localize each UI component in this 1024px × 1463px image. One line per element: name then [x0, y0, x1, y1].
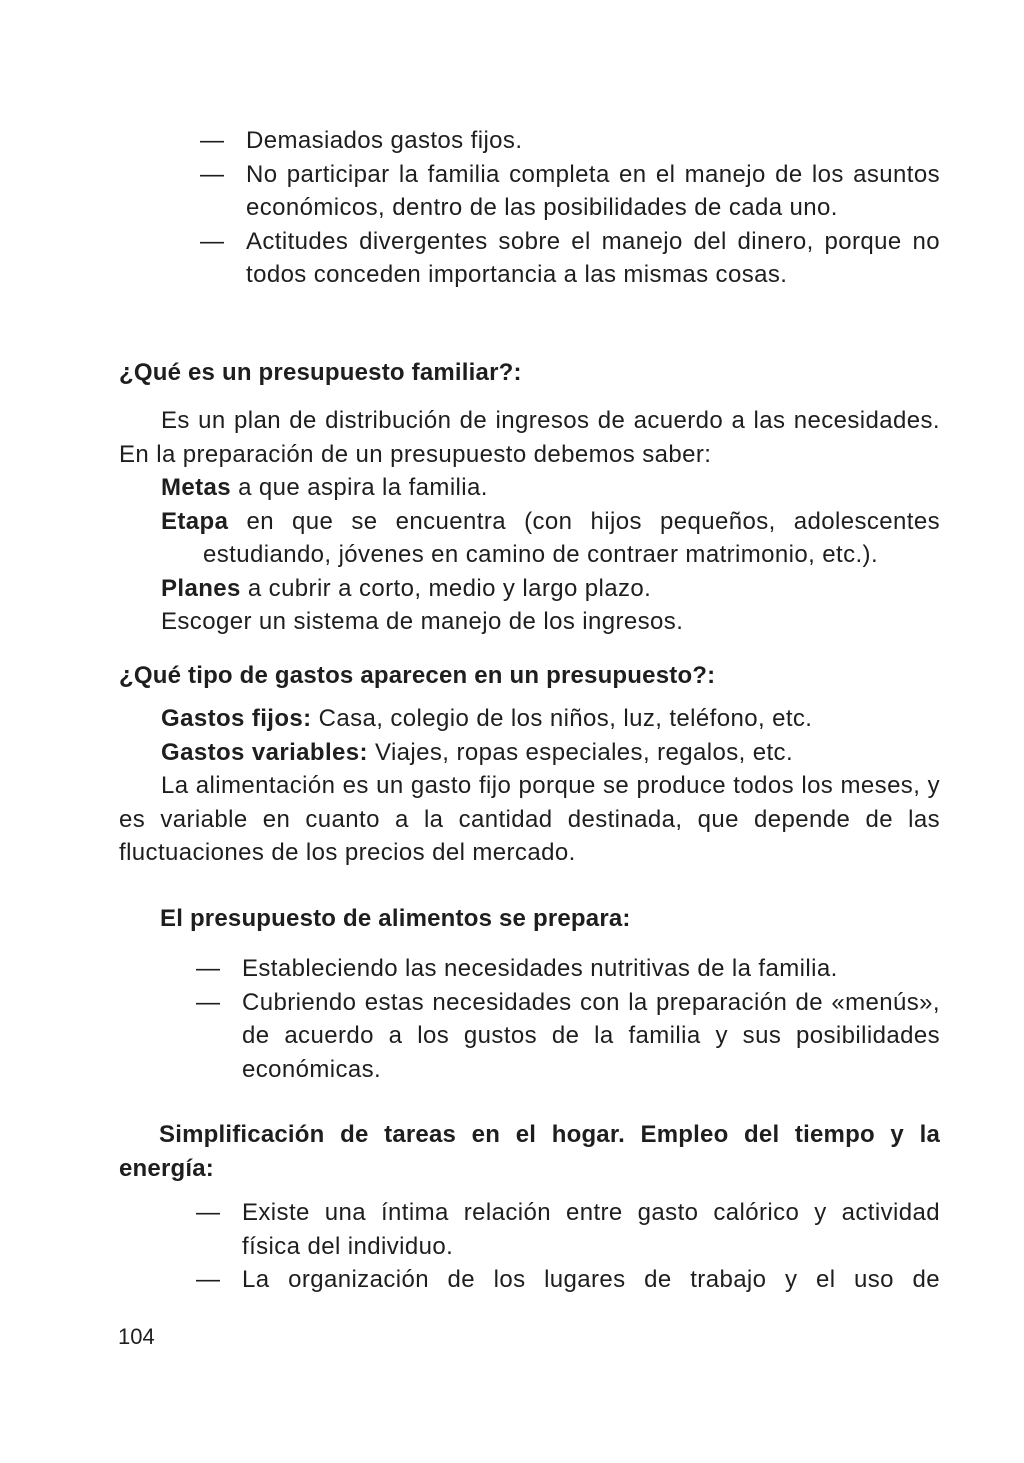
list-item: Metas a que aspira la familia.	[161, 474, 488, 501]
list-budget-problems	[200, 124, 940, 292]
list-item: — Demasiados gastos fijos.	[200, 127, 523, 154]
list-item: Etapa en que se encuentra (con hijos pequeños, adolescentes estudiando, jóvenes en camino de contraer matrimonio, etc.).	[161, 507, 940, 568]
list-item: — Cubriendo estas necesidades con la preparación de «menús», de acuerdo a los gustos de la familia y sus posibilidades económicas.	[196, 988, 940, 1083]
list-item: Gastos fijos: Casa, colegio de los niños, luz, teléfono, etc.	[161, 705, 813, 732]
list-task-simplification	[196, 1196, 940, 1297]
section-expense-types	[119, 702, 940, 870]
list-item: — Existe una íntima relación entre gasto calórico y actividad física del individuo.	[196, 1199, 940, 1260]
paragraph: Es un plan de distribución de ingresos de acuerdo a las necesidades. En la preparación de un presupuesto debemos saber:	[119, 407, 940, 468]
section-family-budget	[119, 404, 940, 639]
list-food-budget	[196, 952, 940, 1086]
section-heading: ¿Qué tipo de gastos aparecen en un presupuesto?:	[119, 662, 716, 689]
section-heading: ¿Qué es un presupuesto familiar?:	[119, 359, 522, 386]
paragraph: La alimentación es un gasto fijo porque se produce todos los meses, y es variable en cuanto a la cantidad destinada, que depende de las fluctuaciones de los precios del mercado.	[119, 772, 940, 866]
list-item: Escoger un sistema de manejo de los ingresos.	[161, 608, 684, 635]
section-heading: Simplificación de tareas en el hogar. Empleo del tiempo y la energía:	[119, 1121, 940, 1182]
list-item: Gastos variables: Viajes, ropas especiales, regalos, etc.	[161, 738, 794, 766]
page-number: 104	[118, 1324, 155, 1349]
list-item: — La organización de los lugares de trabajo y el uso de	[196, 1266, 940, 1293]
section-heading: El presupuesto de alimentos se prepara:	[160, 905, 631, 932]
list-item: Planes a cubrir a corto, medio y largo plazo.	[161, 574, 652, 602]
list-item: — Estableciendo las necesidades nutritivas de la familia.	[196, 955, 838, 982]
list-item: — No participar la familia completa en el manejo de los asuntos económicos, dentro de las posibilidades de cada uno.	[200, 160, 940, 221]
list-item: — Actitudes divergentes sobre el manejo del dinero, porque no todos conceden importancia a las mismas cosas.	[200, 227, 940, 288]
